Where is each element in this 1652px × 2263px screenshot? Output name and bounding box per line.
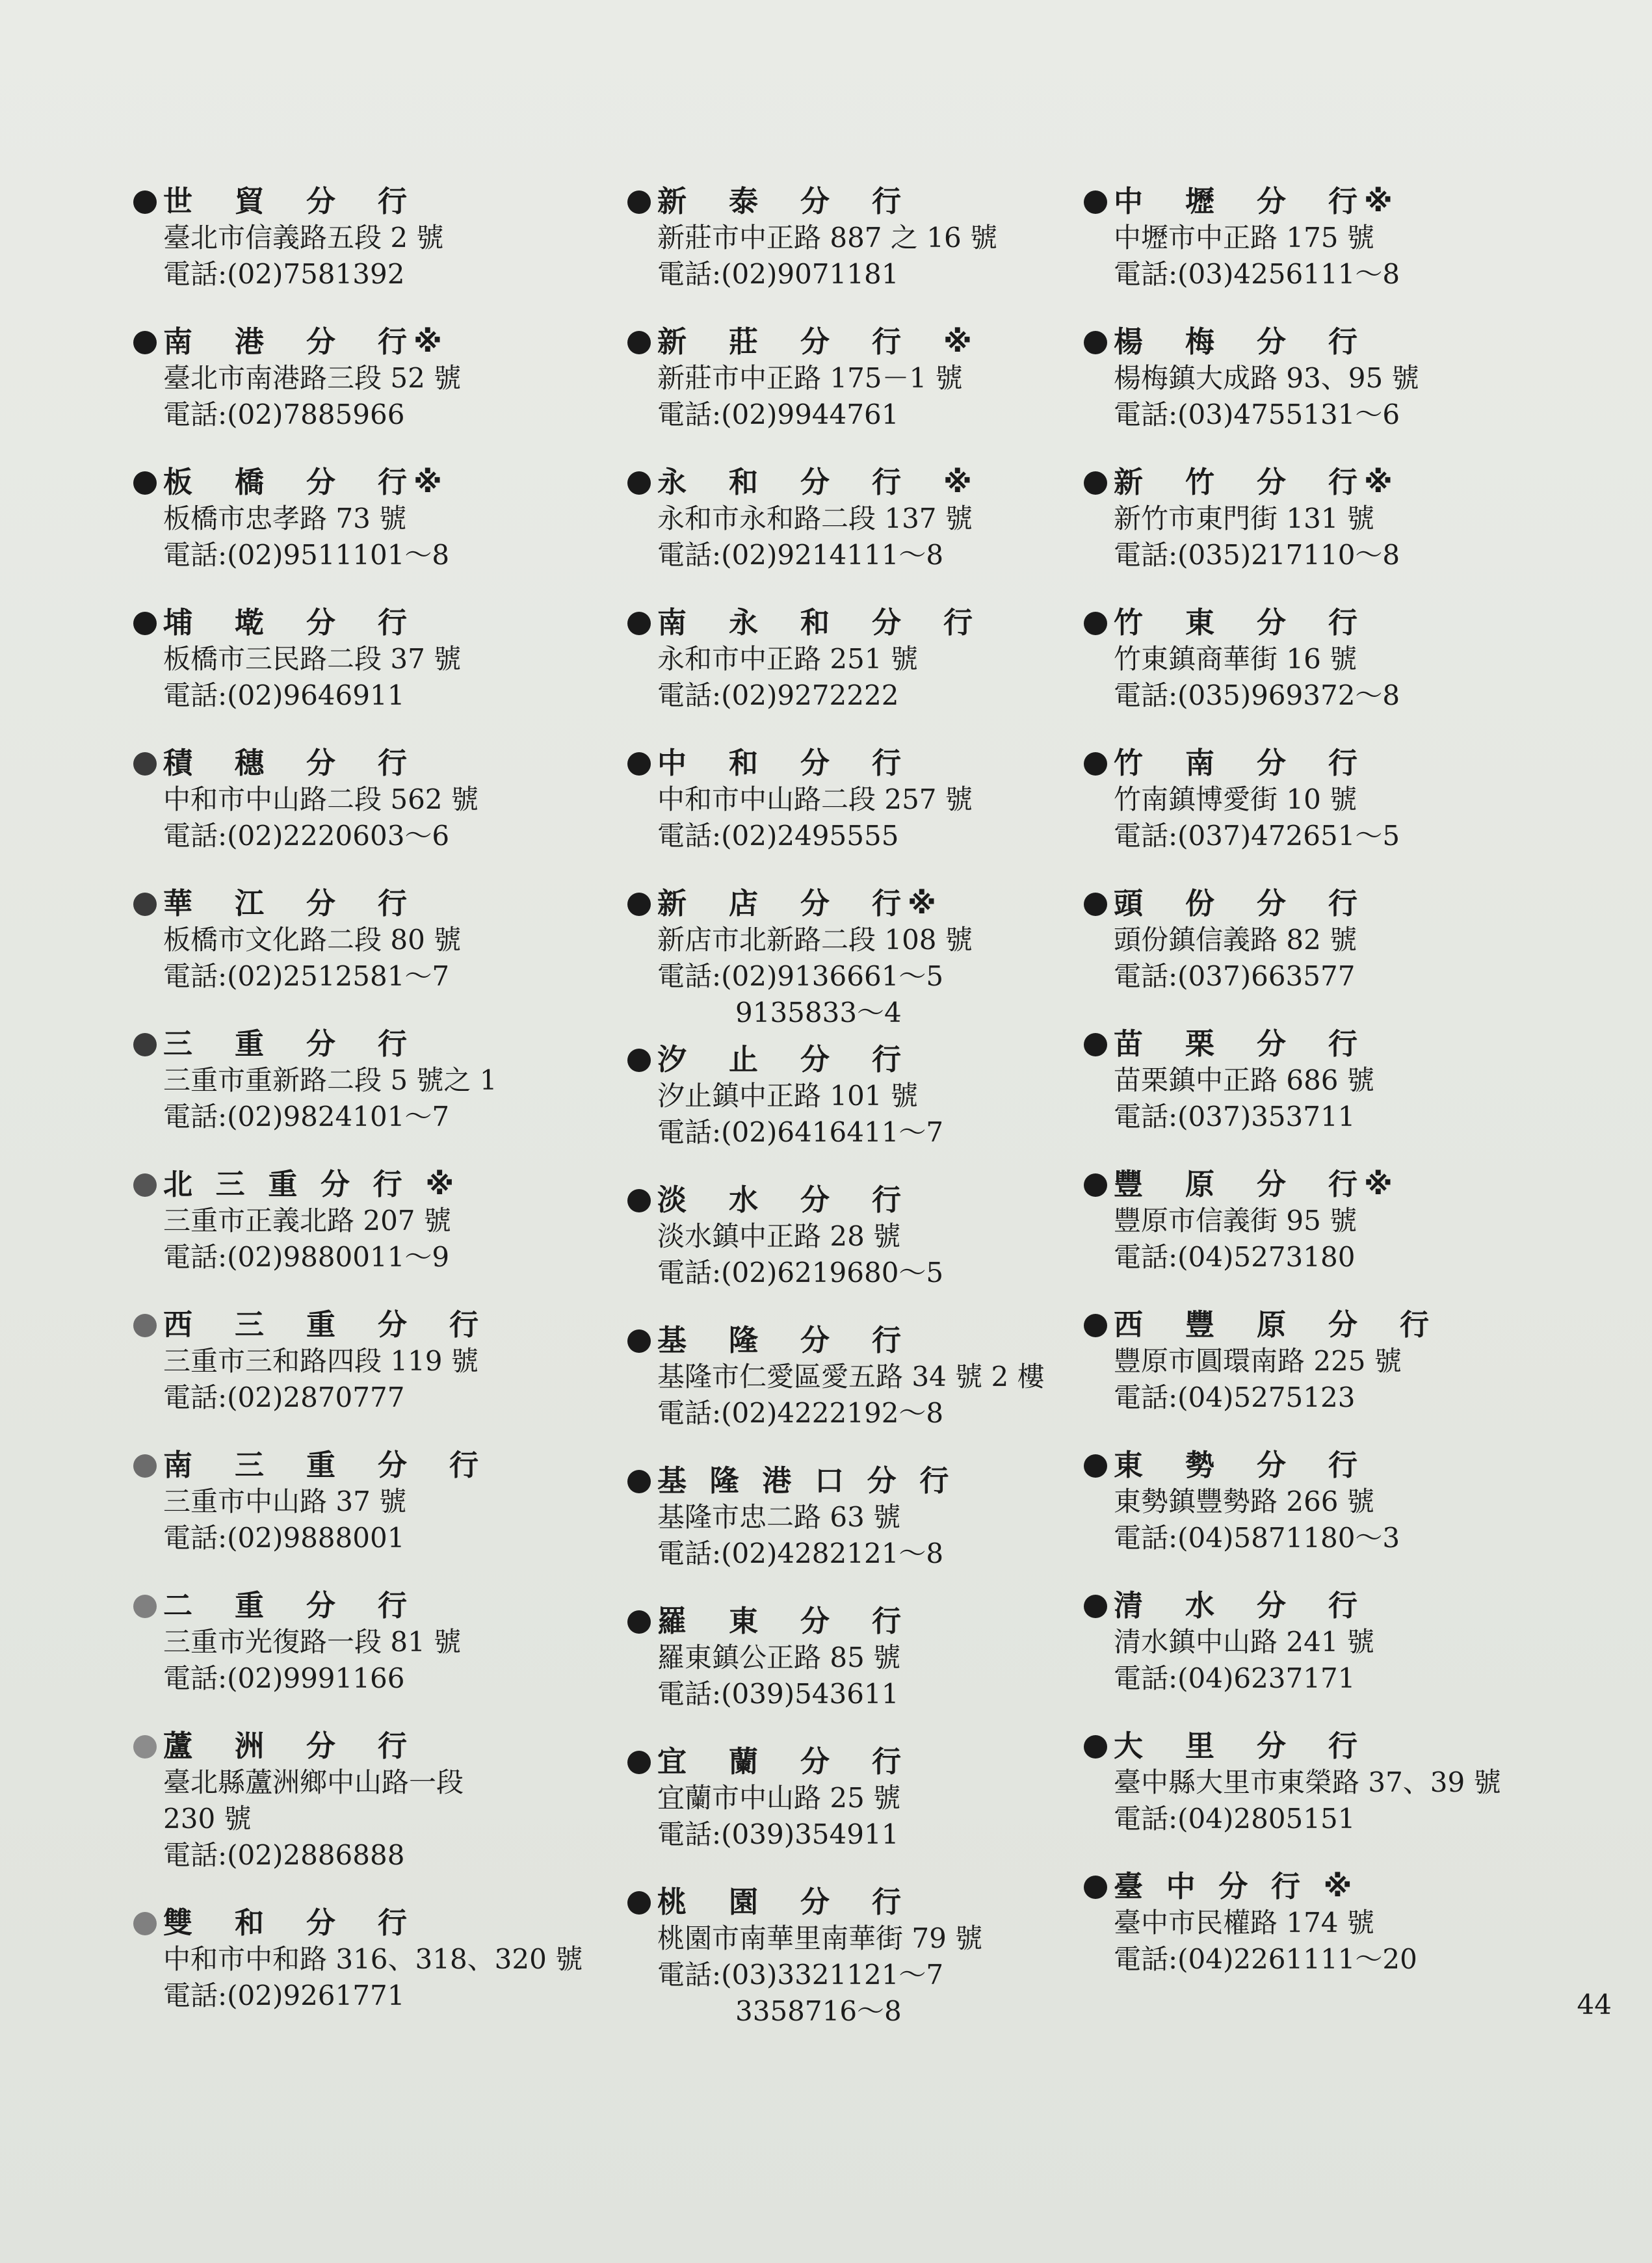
bullet-icon [627, 331, 651, 354]
branch-address: 三重市中山路 37 號 [163, 1485, 407, 1517]
branch-address: 楊梅鎮大成路 93、95 號 [1114, 362, 1419, 394]
branch-name: 新 泰 分 行 [657, 184, 908, 218]
branch-name: 中 壢 分 行※ [1114, 184, 1399, 218]
branch-phone: 電話:(02)9646911 [163, 679, 405, 711]
branch-entry [133, 1307, 627, 1416]
branch-name: 汐 止 分 行 [657, 1042, 908, 1077]
branch-name: 楊 梅 分 行 [1114, 324, 1365, 359]
branch-phone: 電話:(02)9824101～7 [163, 1101, 450, 1132]
branch-entry [627, 324, 1121, 433]
branch-entry [133, 324, 627, 433]
bullet-icon [1084, 1595, 1107, 1618]
branch-address: 基隆市忠二路 63 號 [657, 1501, 901, 1533]
bullet-icon [133, 612, 157, 635]
bullet-icon [1084, 1735, 1107, 1759]
branch-entry [1084, 1728, 1578, 1837]
branch-phone: 電話:(037)353711 [1114, 1101, 1356, 1132]
bullet-icon [133, 1033, 157, 1056]
branch-phone: 電話:(04)2261111～20 [1114, 1943, 1417, 1975]
branch-name: 新 店 分 行※ [657, 886, 943, 921]
branch-name: 竹 東 分 行 [1114, 605, 1365, 640]
bullet-icon [627, 1891, 651, 1915]
bullet-icon [133, 1173, 157, 1197]
branch-phone: 電話:(039)354911 [657, 1818, 899, 1850]
branch-address: 新莊市中正路 887 之 16 號 [657, 222, 998, 254]
branch-entry [1084, 1868, 1578, 1978]
branch-column-2 [627, 183, 1121, 2061]
branch-address: 頭份鎮信義路 82 號 [1114, 924, 1357, 956]
bullet-icon [627, 1329, 651, 1353]
branch-phone: 電話:(02)9261771 [163, 1980, 405, 2011]
branch-name: 二 重 分 行 [163, 1588, 414, 1623]
branch-address: 中壢市中正路 175 號 [1114, 222, 1374, 254]
bullet-icon [1084, 1876, 1107, 1899]
branch-name: 東 勢 分 行 [1114, 1448, 1365, 1482]
bullet-icon [133, 190, 157, 214]
branch-address: 桃園市南華里南華街 79 號 [657, 1922, 983, 1954]
branch-phone: 電話:(02)2870777 [163, 1381, 405, 1413]
branch-entry [133, 1026, 627, 1135]
branch-phone: 電話:(02)9071181 [657, 258, 899, 290]
branch-entry [1084, 885, 1578, 995]
branch-name: 豐 原 分 行※ [1114, 1167, 1399, 1201]
branch-phone: 電話:(04)6237171 [1114, 1662, 1356, 1694]
bullet-icon [627, 1049, 651, 1072]
branch-name: 南 港 分 行※ [163, 324, 449, 359]
branch-column-1 [133, 183, 627, 2045]
branch-entry [1084, 605, 1578, 714]
branch-address: 三重市三和路四段 119 號 [163, 1345, 479, 1377]
branch-address: 臺北市信義路五段 2 號 [163, 222, 444, 254]
bullet-icon [627, 1470, 651, 1493]
branch-phone: 電話:(03)4256111～8 [1114, 258, 1400, 290]
bullet-icon [627, 752, 651, 776]
branch-entry [1084, 1166, 1578, 1275]
branch-phone: 電話:(02)6416411～7 [657, 1116, 944, 1148]
branch-address: 三重市正義北路 207 號 [163, 1205, 451, 1236]
branch-name: 新 莊 分 行 ※ [657, 324, 978, 359]
branch-name: 基 隆 分 行 [657, 1323, 908, 1357]
branch-phone: 電話:(04)5871180～3 [1114, 1522, 1400, 1554]
branch-entry [133, 464, 627, 573]
branch-entry [133, 605, 627, 714]
branch-entry [627, 1041, 1121, 1151]
bullet-icon [1084, 612, 1107, 635]
branch-phone: 電話:(035)217110～8 [1114, 539, 1400, 571]
branch-address: 新莊市中正路 175－1 號 [657, 362, 963, 394]
branch-entry [133, 885, 627, 995]
branch-address-line-2: 230 號 [163, 1803, 252, 1835]
branch-name: 永 和 分 行 ※ [657, 465, 978, 499]
branch-phone: 電話:(03)4755131～6 [1114, 399, 1400, 430]
branch-entry [627, 1603, 1121, 1712]
branch-name: 世 貿 分 行 [163, 184, 414, 218]
branch-name: 新 竹 分 行※ [1114, 465, 1399, 499]
branch-address: 東勢鎮豐勢路 266 號 [1114, 1485, 1374, 1517]
bullet-icon [627, 1189, 651, 1212]
branch-phone: 電話:(02)4222192～8 [657, 1397, 944, 1429]
branch-address: 中和市中和路 316、318、320 號 [163, 1943, 583, 1975]
bullet-icon [133, 1454, 157, 1478]
branch-name: 清 水 分 行 [1114, 1588, 1365, 1623]
branch-entry [133, 183, 627, 293]
branch-phone: 電話:(035)969372～8 [1114, 679, 1400, 711]
branch-address: 基隆市仁愛區愛五路 34 號 2 樓 [657, 1361, 1045, 1393]
branch-phone: 電話:(02)9888001 [163, 1522, 405, 1554]
branch-address: 三重市重新路二段 5 號之 1 [163, 1064, 497, 1096]
branch-entry [133, 1447, 627, 1556]
branch-entry [1084, 1026, 1578, 1135]
branch-entry [1084, 745, 1578, 854]
branch-entry [1084, 1447, 1578, 1556]
branch-address: 羅東鎮公正路 85 號 [657, 1642, 901, 1673]
branch-address: 中和市中山路二段 562 號 [163, 783, 479, 815]
branch-name: 雙 和 分 行 [163, 1905, 414, 1940]
branch-entry [627, 1322, 1121, 1432]
branch-address: 板橋市忠孝路 73 號 [163, 503, 407, 534]
branch-name: 頭 份 分 行 [1114, 886, 1365, 921]
branch-name: 南 永 和 分 行 [657, 605, 980, 640]
branch-entry [627, 464, 1121, 573]
branch-phone-extra: 9135833～4 [735, 997, 902, 1028]
bullet-icon [627, 893, 651, 916]
branch-phone: 電話:(02)9214111～8 [657, 539, 944, 571]
branch-name: 板 橋 分 行※ [163, 465, 449, 499]
bullet-icon [133, 1595, 157, 1618]
branch-phone: 電話:(037)663577 [1114, 960, 1356, 992]
bullet-icon [133, 1912, 157, 1935]
branch-name: 西 三 重 分 行 [163, 1307, 486, 1342]
branch-entry [1084, 464, 1578, 573]
branch-address: 臺北縣蘆洲鄉中山路一段 [163, 1766, 464, 1798]
branch-name: 南 三 重 分 行 [163, 1448, 486, 1482]
branch-entry [627, 1182, 1121, 1291]
branch-name: 桃 園 分 行 [657, 1885, 908, 1919]
branch-name: 北 三 重 分 行 ※ [163, 1167, 461, 1201]
branch-phone: 電話:(04)5275123 [1114, 1381, 1356, 1413]
branch-phone: 電話:(04)5273180 [1114, 1241, 1356, 1273]
bullet-icon [1084, 1033, 1107, 1056]
branch-phone: 電話:(02)2512581～7 [163, 960, 450, 992]
branch-name: 羅 東 分 行 [657, 1604, 908, 1638]
bullet-icon [133, 331, 157, 354]
branch-address: 竹南鎮博愛街 10 號 [1114, 783, 1357, 815]
bullet-icon [1084, 752, 1107, 776]
bullet-icon [133, 893, 157, 916]
branch-address: 豐原市圓環南路 225 號 [1114, 1345, 1402, 1377]
branch-phone: 電話:(02)4282121～8 [657, 1537, 944, 1569]
bullet-icon [1084, 1454, 1107, 1478]
branch-name: 臺 中 分 行 ※ [1114, 1869, 1359, 1903]
bullet-icon [627, 190, 651, 214]
branch-phone: 電話:(02)9991166 [163, 1662, 405, 1694]
branch-entry [133, 1905, 627, 2014]
bullet-icon [627, 1751, 651, 1774]
branch-entry [627, 1884, 1121, 2030]
branch-name: 蘆 洲 分 行 [163, 1729, 414, 1763]
branch-name: 淡 水 分 行 [657, 1183, 908, 1217]
bullet-icon [1084, 1314, 1107, 1337]
branch-phone: 電話:(02)9272222 [657, 679, 899, 711]
branch-name: 埔 墘 分 行 [163, 605, 414, 640]
page-number: 44 [1577, 1989, 1612, 2021]
branch-phone: 電話:(02)9136661～5 [657, 960, 944, 992]
branch-name: 竹 南 分 行 [1114, 746, 1365, 780]
branch-entry [627, 885, 1121, 1031]
branch-entry [627, 745, 1121, 854]
branch-phone: 電話:(02)7885966 [163, 399, 405, 430]
branch-phone: 電話:(02)2886888 [163, 1839, 405, 1871]
bullet-icon [627, 1610, 651, 1634]
branch-name: 積 穗 分 行 [163, 746, 414, 780]
branch-phone: 電話:(04)2805151 [1114, 1803, 1356, 1835]
branch-address: 宜蘭市中山路 25 號 [657, 1782, 901, 1814]
branch-name: 中 和 分 行 [657, 746, 908, 780]
branch-entry [1084, 1307, 1578, 1416]
branch-name: 苗 栗 分 行 [1114, 1027, 1365, 1061]
branch-address: 臺北市南港路三段 52 號 [163, 362, 462, 394]
branch-entry [1084, 1588, 1578, 1697]
bullet-icon [133, 752, 157, 776]
branch-phone: 電話:(02)2495555 [657, 820, 899, 852]
branch-phone-extra: 3358716～8 [735, 1995, 902, 2027]
branch-column-3 [1084, 183, 1578, 2009]
branch-phone: 電話:(03)3321121～7 [657, 1959, 944, 1991]
branch-phone: 電話:(02)2220603～6 [163, 820, 450, 852]
branch-name: 大 里 分 行 [1114, 1729, 1365, 1763]
bullet-icon [133, 1314, 157, 1337]
branch-entry [627, 1463, 1121, 1572]
branch-entry [627, 605, 1121, 714]
branch-phone: 電話:(02)9944761 [657, 399, 899, 430]
branch-phone: 電話:(02)9880011～9 [163, 1241, 450, 1273]
branch-address: 板橋市文化路二段 80 號 [163, 924, 462, 956]
branch-entry [1084, 183, 1578, 293]
branch-entry [133, 1728, 627, 1874]
branch-address: 淡水鎮中正路 28 號 [657, 1220, 901, 1252]
branch-entry [133, 1588, 627, 1697]
branch-entry [133, 745, 627, 854]
bullet-icon [1084, 893, 1107, 916]
bullet-icon [1084, 1173, 1107, 1197]
branch-name: 宜 蘭 分 行 [657, 1744, 908, 1779]
branch-address: 板橋市三民路二段 37 號 [163, 643, 462, 675]
branch-name: 華 江 分 行 [163, 886, 414, 921]
branch-address: 竹東鎮商華街 16 號 [1114, 643, 1357, 675]
branch-address: 清水鎮中山路 241 號 [1114, 1626, 1374, 1658]
bullet-icon [627, 612, 651, 635]
branch-address: 新店市北新路二段 108 號 [657, 924, 973, 956]
branch-address: 臺中市民權路 174 號 [1114, 1907, 1374, 1939]
bullet-icon [1084, 190, 1107, 214]
bullet-icon [133, 471, 157, 495]
branch-address: 新竹市東門街 131 號 [1114, 503, 1374, 534]
branch-phone: 電話:(037)472651～5 [1114, 820, 1400, 852]
branch-address: 三重市光復路一段 81 號 [163, 1626, 462, 1658]
branch-name: 三 重 分 行 [163, 1027, 414, 1061]
branch-address: 永和市永和路二段 137 號 [657, 503, 973, 534]
bullet-icon [133, 1735, 157, 1759]
branch-phone: 電話:(02)7581392 [163, 258, 405, 290]
branch-entry [1084, 324, 1578, 433]
branch-entry [133, 1166, 627, 1275]
branch-address: 苗栗鎮中正路 686 號 [1114, 1064, 1374, 1096]
branch-name: 基 隆 港 口 分 行 [657, 1463, 956, 1498]
bullet-icon [627, 471, 651, 495]
bullet-icon [1084, 471, 1107, 495]
branch-phone: 電話:(02)6219680～5 [657, 1257, 944, 1288]
branch-address: 汐止鎮中正路 101 號 [657, 1080, 918, 1112]
branch-address: 豐原市信義街 95 號 [1114, 1205, 1357, 1236]
bullet-icon [1084, 331, 1107, 354]
branch-address: 臺中縣大里市東榮路 37、39 號 [1114, 1766, 1501, 1798]
branch-name: 西 豐 原 分 行 [1114, 1307, 1436, 1342]
branch-address: 中和市中山路二段 257 號 [657, 783, 973, 815]
branch-phone: 電話:(02)9511101～8 [163, 539, 450, 571]
branch-phone: 電話:(039)543611 [657, 1678, 899, 1710]
branch-entry [627, 1744, 1121, 1853]
branch-entry [627, 183, 1121, 293]
branch-address: 永和市中正路 251 號 [657, 643, 918, 675]
